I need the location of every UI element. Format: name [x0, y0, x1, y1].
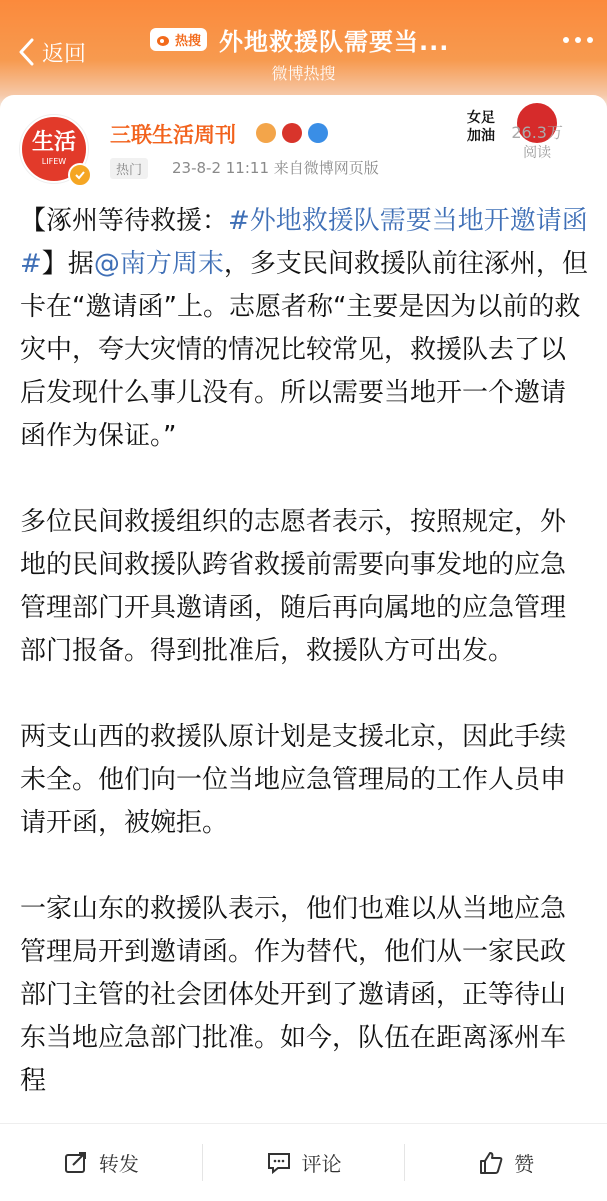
like-button[interactable] [405, 1124, 607, 1201]
hot-search-badge [150, 28, 207, 51]
post-paragraph [20, 200, 590, 458]
repost-icon [63, 1150, 89, 1176]
title-wrap [150, 22, 449, 57]
comment-label: 评论 [301, 1152, 342, 1176]
comment-icon [266, 1150, 292, 1176]
paragraph-text: 【涿州等待救援： [20, 206, 229, 236]
hashtag-link[interactable]: #外地救援队需要当地开邀请函# [20, 206, 588, 279]
verified-badge-icon [68, 163, 92, 187]
read-count-number: 26.3万 [511, 123, 563, 142]
dot-icon [587, 37, 593, 43]
post-paragraph: 一家山东的救援队表示，他们也难以从当地应急管理局开到邀请函。作为替代，他们从一家民政部门主管的社会团体处开到了邀请函，正等待山东当地应急部门批准。如今，队伍在距离涿州车程 [20, 894, 567, 1096]
back-label: 返回 [42, 41, 87, 67]
page-title: 外地救援队需要当... [219, 28, 450, 56]
mention-link[interactable]: @南方周末 [93, 249, 224, 279]
page-subtitle: 微博热搜 [271, 64, 336, 83]
medal-icon [256, 123, 276, 143]
avatar-subtext: LIFEW [41, 157, 67, 166]
post-time-source: 23-8-2 11:11 来自微博网页版 [172, 159, 379, 177]
avatar-text: 生活 [31, 130, 76, 155]
post-content [20, 200, 590, 1135]
read-count-label: 阅读 [523, 145, 552, 161]
hot-badge-label: 热搜 [175, 34, 202, 49]
weibo-logo-icon [156, 33, 172, 47]
user-badges [256, 123, 328, 143]
globe-badge-icon [308, 123, 328, 143]
sticker-text: 女足 加油 [467, 110, 495, 144]
paragraph-text: ，多支民间救援队前往涿州，但卡在“邀请函”上。志愿者称“主要是因为以前的救灾中，夸大灾情的情况比较常见，救援队去了以后发现什么事儿没有。所以需要当地开一个邀请函作为保证。” [20, 249, 588, 451]
paragraph-text: 】据 [41, 249, 94, 279]
flower-badge-icon [282, 123, 302, 143]
bottom-action-bar [0, 1123, 607, 1201]
hot-tag: 热门 [110, 158, 148, 179]
username[interactable]: 三联生活周刊 [110, 123, 236, 147]
repost-button[interactable] [0, 1124, 202, 1201]
top-bar [0, 0, 607, 95]
thumbs-up-icon [478, 1150, 504, 1176]
comment-button[interactable] [203, 1124, 405, 1201]
post-paragraph: 多位民间救援组织的志愿者表示，按照规定，外地的民间救援队跨省救援前需要向事发地的应急管理部门开具邀请函，随后再向属地的应急管理部门报备。得到批准后，救援队方可出发。 [20, 507, 567, 666]
repost-label: 转发 [98, 1152, 139, 1176]
like-label: 赞 [514, 1152, 535, 1176]
post-paragraph: 两支山西的救援队原计划是支援北京，因此手续未全。他们向一位当地应急管理局的工作人员申请开函，被婉拒。 [20, 722, 567, 838]
dot-icon [563, 37, 569, 43]
read-count [511, 123, 563, 163]
post-card [0, 95, 607, 1135]
more-options-button[interactable] [563, 37, 593, 43]
dot-icon [575, 37, 581, 43]
